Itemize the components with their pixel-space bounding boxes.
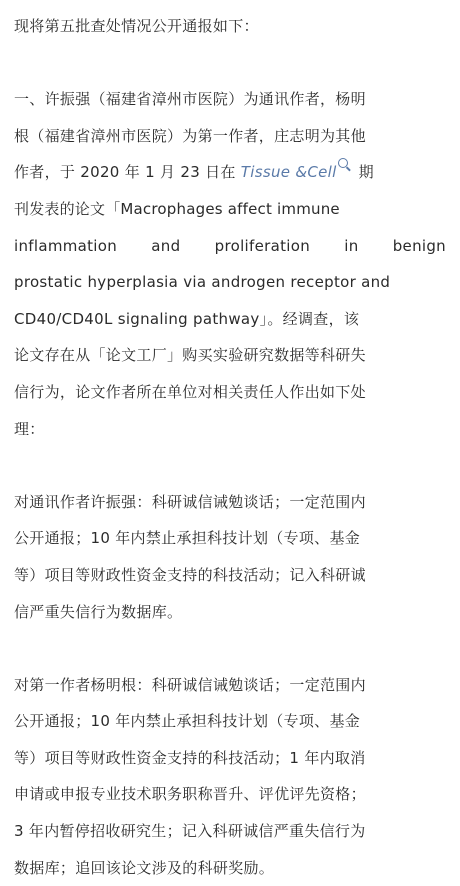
first-author-line: 申请或申报专业技术职务职称晋升、评优评先资格； [14,785,366,804]
word: inflammation [14,236,118,255]
search-icon[interactable] [338,158,348,168]
case1-line: CD40/CD40L signaling pathway」。经调查，该 [14,309,360,328]
case1-line: 理： [14,419,45,438]
corresponding-author-line: 信严重失信行为数据库。 [14,602,183,621]
word: and [151,236,181,255]
case1-line: 根（福建省漳州市医院）为第一作者，庄志明为其他 [14,126,366,145]
case1-line: prostatic hyperplasia via androgen receptor and [14,273,391,292]
case1-line: 论文存在从「论文工厂」购买实验研究数据等科研失 [14,346,366,365]
word: proliferation [214,236,311,255]
word: benign [392,236,446,255]
case1-line: 信行为，论文作者所在单位对相关责任人作出如下处 [14,382,366,401]
intro-text: 现将第五批查处情况公开通报如下： [14,17,259,35]
corresponding-author-line: 对通讯作者许振强：科研诚信诫勉谈话；一定范围内 [14,492,366,511]
first-author-line: 公开通报；10 年内禁止承担科技计划（专项、基金 [14,712,361,731]
corresponding-author-line: 等）项目等财政性资金支持的科技活动；记入科研诚 [14,565,366,584]
first-author-line: 对第一作者杨明根：科研诚信诫勉谈话；一定范围内 [14,675,366,694]
paragraph-gap [14,45,446,82]
corresponding-author-line: 公开通报；10 年内禁止承担科技计划（专项、基金 [14,529,361,548]
paragraph-gap [14,630,446,667]
first-author-line: 3 年内暂停招收研究生；记入科研诚信严重失信行为 [14,822,366,841]
case1-line-journal [14,154,446,191]
first-author-line: 数据库；追回该论文涉及的科研奖励。 [14,858,275,877]
case1-line: 一、许振强（福建省漳州市医院）为通讯作者，杨明 [14,90,366,109]
paragraph-gap [14,447,446,484]
word: in [344,236,359,255]
case1-text: 期 [353,163,374,182]
case1-text: 作者，于 2020 年 1 月 23 日在 [14,163,241,182]
journal-link[interactable]: Tissue &Cell [240,163,337,182]
case1-line: 刊发表的论文「Macrophages affect immune [14,199,340,218]
case1-line-justified [14,228,446,265]
first-author-line: 等）项目等财政性资金支持的科技活动；1 年内取消 [14,748,366,767]
